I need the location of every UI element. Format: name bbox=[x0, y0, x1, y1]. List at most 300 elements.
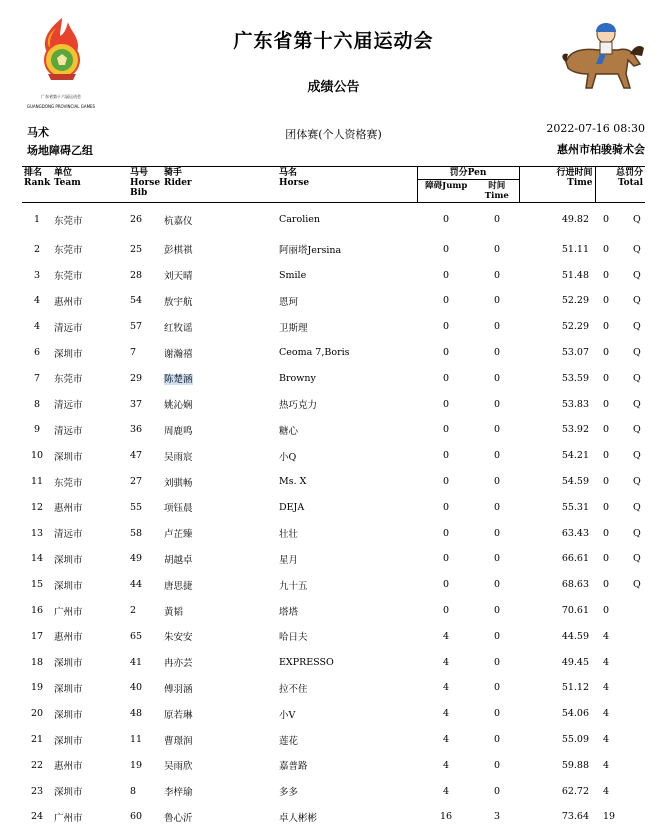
table-row bbox=[22, 340, 645, 366]
cell-horse bbox=[277, 340, 417, 366]
cell-team-value: 深圳市 bbox=[54, 451, 83, 463]
cell-rank-value: 4 bbox=[33, 295, 41, 307]
cell-time-value: 51.11 bbox=[561, 243, 590, 255]
cell-rider bbox=[162, 520, 277, 546]
cell-timepen bbox=[475, 340, 519, 366]
cell-jump bbox=[417, 314, 475, 340]
cell-team-value: 东莞市 bbox=[54, 271, 83, 283]
cell-rank bbox=[22, 469, 52, 495]
cell-timepen bbox=[475, 237, 519, 263]
cell-bib bbox=[128, 391, 162, 417]
cell-total bbox=[595, 546, 645, 572]
cell-team-value: 深圳市 bbox=[54, 348, 83, 360]
cell-horse bbox=[277, 391, 417, 417]
cell-total-value: 0 bbox=[603, 605, 610, 617]
cell-team bbox=[52, 417, 128, 443]
cell-time-value: 62.72 bbox=[561, 785, 590, 797]
cell-total bbox=[595, 314, 645, 340]
col-team-cn: 单位 bbox=[54, 168, 73, 178]
cell-timepen bbox=[475, 675, 519, 701]
cell-rank-value: 21 bbox=[30, 734, 44, 746]
cell-bib bbox=[128, 546, 162, 572]
cell-jump bbox=[417, 598, 475, 624]
cell-time-value: 55.31 bbox=[561, 501, 590, 513]
cell-bib bbox=[128, 237, 162, 263]
cell-total bbox=[595, 778, 645, 804]
cell-horse-value: 小Q bbox=[279, 451, 297, 463]
cell-team bbox=[52, 494, 128, 520]
cell-time bbox=[519, 314, 595, 340]
cell-rider bbox=[162, 623, 277, 649]
cell-jump-value: 0 bbox=[442, 501, 450, 513]
cell-rank bbox=[22, 262, 52, 288]
cell-jump bbox=[417, 778, 475, 804]
cell-rider bbox=[162, 314, 277, 340]
cell-horse bbox=[277, 675, 417, 701]
cell-time bbox=[519, 520, 595, 546]
cell-timepen bbox=[475, 520, 519, 546]
cell-qualified-mark: Q bbox=[633, 398, 641, 410]
cell-horse-value: 恩珂 bbox=[279, 296, 299, 308]
cell-rider-value: 姚沁娴 bbox=[164, 400, 193, 412]
cell-time-value: 51.48 bbox=[561, 269, 590, 281]
cell-team bbox=[52, 237, 128, 263]
cell-horse bbox=[277, 203, 417, 237]
cell-jump bbox=[417, 649, 475, 675]
cell-horse-value: 糖心 bbox=[279, 425, 299, 437]
cell-bib bbox=[128, 752, 162, 778]
cell-rider-value: 刘天晴 bbox=[164, 271, 193, 283]
cell-rank bbox=[22, 623, 52, 649]
cell-bib-value: 48 bbox=[130, 708, 143, 720]
cell-timepen-value: 0 bbox=[493, 347, 501, 359]
cell-timepen-value: 0 bbox=[493, 708, 501, 720]
cell-total-value: 0 bbox=[603, 527, 610, 539]
cell-team bbox=[52, 727, 128, 753]
cell-rank bbox=[22, 701, 52, 727]
cell-jump bbox=[417, 391, 475, 417]
cell-horse bbox=[277, 520, 417, 546]
cell-team-value: 广州市 bbox=[54, 606, 83, 618]
cell-rank bbox=[22, 804, 52, 830]
cell-jump-value: 4 bbox=[442, 682, 450, 694]
table-row bbox=[22, 494, 645, 520]
cell-total-value: 4 bbox=[603, 630, 610, 642]
cell-rider bbox=[162, 340, 277, 366]
col-total-en: Total bbox=[617, 178, 644, 188]
cell-jump-value: 0 bbox=[442, 553, 450, 565]
cell-time bbox=[519, 340, 595, 366]
cell-time bbox=[519, 262, 595, 288]
table-row bbox=[22, 391, 645, 417]
cell-rank bbox=[22, 314, 52, 340]
cell-timepen-value: 0 bbox=[493, 321, 501, 333]
cell-jump-value: 0 bbox=[442, 527, 450, 539]
col-horse-cn: 马名 bbox=[279, 168, 298, 178]
cell-team bbox=[52, 546, 128, 572]
cell-rank-value: 1 bbox=[33, 214, 41, 226]
cell-qualified-mark: Q bbox=[633, 347, 641, 359]
cell-rider bbox=[162, 365, 277, 391]
cell-time bbox=[519, 365, 595, 391]
cell-horse-value: Smile bbox=[279, 269, 307, 281]
cell-time-value: 52.29 bbox=[561, 321, 590, 333]
cell-qualified-mark: Q bbox=[633, 527, 641, 539]
cell-rank bbox=[22, 417, 52, 443]
cell-time bbox=[519, 572, 595, 598]
cell-jump bbox=[417, 443, 475, 469]
discipline-name: 场地障碍乙组 bbox=[27, 144, 93, 157]
cell-rank-value: 13 bbox=[30, 527, 44, 539]
cell-total bbox=[595, 443, 645, 469]
cell-horse bbox=[277, 598, 417, 624]
cell-rank-value: 18 bbox=[30, 656, 44, 668]
logo-caption-en: GUANGDONG PROVINCIAL GAMES bbox=[26, 104, 96, 109]
cell-horse bbox=[277, 572, 417, 598]
cell-rank-value: 10 bbox=[30, 450, 44, 462]
cell-horse-value: Browny bbox=[279, 372, 316, 384]
cell-total bbox=[595, 727, 645, 753]
cell-time-value: 54.21 bbox=[561, 450, 590, 462]
cell-time bbox=[519, 494, 595, 520]
cell-horse-value: 卓人彬彬 bbox=[279, 812, 318, 824]
cell-horse-value: Ms. X bbox=[279, 476, 307, 488]
cell-horse-value: DEJA bbox=[279, 501, 305, 513]
cell-rider-value: 项钰晨 bbox=[164, 503, 193, 515]
cell-jump bbox=[417, 572, 475, 598]
cell-timepen-value: 0 bbox=[493, 398, 501, 410]
cell-jump-value: 0 bbox=[442, 450, 450, 462]
cell-timepen bbox=[475, 752, 519, 778]
cell-timepen-value: 0 bbox=[493, 424, 501, 436]
cell-horse bbox=[277, 469, 417, 495]
cell-total-value: 0 bbox=[603, 398, 610, 410]
cell-team-value: 惠州市 bbox=[54, 761, 83, 773]
col-rider-cn: 骑手 bbox=[164, 168, 183, 178]
cell-rank-value: 16 bbox=[30, 605, 44, 617]
cell-time-value: 59.88 bbox=[561, 759, 590, 771]
cell-time-value: 49.45 bbox=[561, 656, 590, 668]
cell-timepen-value: 0 bbox=[493, 243, 501, 255]
cell-jump-value: 0 bbox=[442, 269, 450, 281]
cell-team bbox=[52, 469, 128, 495]
col-jump-header: 障碍Jump bbox=[417, 180, 475, 203]
cell-total-value: 0 bbox=[603, 295, 610, 307]
cell-timepen-value: 0 bbox=[493, 527, 501, 539]
cell-jump bbox=[417, 262, 475, 288]
cell-rank bbox=[22, 675, 52, 701]
cell-rank-value: 7 bbox=[33, 372, 41, 384]
cell-team bbox=[52, 340, 128, 366]
cell-rider-value: 刘骐畅 bbox=[164, 477, 193, 489]
cell-timepen bbox=[475, 417, 519, 443]
cell-timepen bbox=[475, 598, 519, 624]
cell-bib-value: 2 bbox=[130, 605, 137, 617]
cell-total bbox=[595, 623, 645, 649]
cell-timepen bbox=[475, 727, 519, 753]
cell-qualified-mark: Q bbox=[633, 295, 641, 307]
cell-time-value: 53.07 bbox=[561, 347, 590, 359]
cell-rider-value: 吴雨宸 bbox=[164, 451, 193, 463]
cell-team bbox=[52, 572, 128, 598]
cell-time bbox=[519, 701, 595, 727]
cell-team bbox=[52, 804, 128, 830]
cell-rider-value: 唐思捷 bbox=[164, 580, 193, 592]
cell-bib-value: 37 bbox=[130, 398, 143, 410]
cell-bib-value: 26 bbox=[130, 214, 143, 226]
col-rank-en: Rank bbox=[24, 178, 51, 188]
cell-jump-value: 0 bbox=[442, 398, 450, 410]
cell-rider bbox=[162, 727, 277, 753]
cell-time-value: 53.92 bbox=[561, 424, 590, 436]
cell-bib bbox=[128, 598, 162, 624]
cell-time bbox=[519, 417, 595, 443]
cell-time-value: 54.59 bbox=[561, 476, 590, 488]
cell-qualified-mark: Q bbox=[633, 476, 641, 488]
table-row bbox=[22, 623, 645, 649]
cell-bib-value: 25 bbox=[130, 243, 143, 255]
cell-bib bbox=[128, 340, 162, 366]
cell-rider-value: 吴雨欣 bbox=[164, 761, 193, 773]
cell-team-value: 深圳市 bbox=[54, 709, 83, 721]
cell-rank bbox=[22, 237, 52, 263]
cell-timepen-value: 0 bbox=[493, 372, 501, 384]
cell-rider bbox=[162, 778, 277, 804]
cell-total bbox=[595, 203, 645, 237]
cell-horse-value: 热巧克力 bbox=[279, 400, 318, 412]
cell-total-value: 4 bbox=[603, 682, 610, 694]
cell-total bbox=[595, 237, 645, 263]
cell-qualified-mark: Q bbox=[633, 214, 641, 226]
cell-qualified-mark: Q bbox=[633, 269, 641, 281]
cell-qualified-mark: Q bbox=[633, 372, 641, 384]
cell-team-value: 广州市 bbox=[54, 812, 83, 824]
cell-bib-value: 7 bbox=[130, 347, 137, 359]
cell-rider bbox=[162, 598, 277, 624]
cell-time bbox=[519, 443, 595, 469]
cell-bib bbox=[128, 572, 162, 598]
cell-total bbox=[595, 340, 645, 366]
cell-team-value: 深圳市 bbox=[54, 683, 83, 695]
cell-timepen bbox=[475, 623, 519, 649]
cell-timepen bbox=[475, 262, 519, 288]
cell-rank-value: 6 bbox=[33, 347, 41, 359]
cell-rider bbox=[162, 649, 277, 675]
cell-horse bbox=[277, 701, 417, 727]
cell-timepen bbox=[475, 391, 519, 417]
cell-timepen-value: 0 bbox=[493, 579, 501, 591]
cell-bib-value: 11 bbox=[130, 734, 143, 746]
cell-jump-value: 0 bbox=[442, 321, 450, 333]
cell-horse-value: 壮壮 bbox=[279, 529, 299, 541]
cell-time-value: 73.64 bbox=[561, 811, 590, 823]
cell-team bbox=[52, 365, 128, 391]
cell-horse-value: Carolien bbox=[279, 214, 321, 226]
cell-horse-value: 拉不住 bbox=[279, 683, 308, 695]
cell-team bbox=[52, 675, 128, 701]
cell-time-value: 55.09 bbox=[561, 734, 590, 746]
cell-jump-value: 0 bbox=[442, 579, 450, 591]
cell-timepen-value: 0 bbox=[493, 605, 501, 617]
cell-team-value: 东莞市 bbox=[54, 245, 83, 257]
cell-total-value: 0 bbox=[603, 553, 610, 565]
cell-jump bbox=[417, 203, 475, 237]
cell-jump bbox=[417, 469, 475, 495]
cell-bib bbox=[128, 520, 162, 546]
cell-team-value: 惠州市 bbox=[54, 296, 83, 308]
cell-total bbox=[595, 520, 645, 546]
cell-timepen bbox=[475, 288, 519, 314]
cell-jump bbox=[417, 520, 475, 546]
cell-horse bbox=[277, 365, 417, 391]
cell-time bbox=[519, 727, 595, 753]
cell-bib-value: 27 bbox=[130, 476, 143, 488]
cell-time bbox=[519, 649, 595, 675]
logo-caption-cn: 广东省第十六届运动会 bbox=[41, 94, 81, 99]
cell-rank bbox=[22, 727, 52, 753]
cell-jump-value: 0 bbox=[442, 372, 450, 384]
cell-rider bbox=[162, 546, 277, 572]
cell-rider-value: 鲁心沂 bbox=[164, 812, 193, 824]
cell-bib-value: 19 bbox=[130, 759, 143, 771]
cell-bib bbox=[128, 262, 162, 288]
table-row bbox=[22, 469, 645, 495]
cell-time-value: 49.82 bbox=[561, 214, 590, 226]
cell-rider bbox=[162, 288, 277, 314]
cell-bib bbox=[128, 675, 162, 701]
cell-jump bbox=[417, 675, 475, 701]
cell-rank-value: 8 bbox=[33, 398, 41, 410]
cell-bib bbox=[128, 365, 162, 391]
cell-jump bbox=[417, 701, 475, 727]
col-rider-en: Rider bbox=[164, 178, 192, 188]
cell-total bbox=[595, 417, 645, 443]
cell-rider bbox=[162, 494, 277, 520]
cell-bib bbox=[128, 701, 162, 727]
cell-jump-value: 0 bbox=[442, 214, 450, 226]
table-row bbox=[22, 778, 645, 804]
cell-total bbox=[595, 365, 645, 391]
cell-bib bbox=[128, 804, 162, 830]
cell-total-value: 4 bbox=[603, 785, 610, 797]
cell-team-value: 清远市 bbox=[54, 400, 83, 412]
col-bib-cn: 马号 bbox=[130, 168, 149, 178]
cell-jump-value: 0 bbox=[442, 243, 450, 255]
cell-rider-value: 李梓瑜 bbox=[164, 787, 193, 799]
cell-rider bbox=[162, 572, 277, 598]
table-row bbox=[22, 727, 645, 753]
cell-rank bbox=[22, 752, 52, 778]
cell-horse bbox=[277, 314, 417, 340]
cell-timepen-value: 0 bbox=[493, 759, 501, 771]
cell-rider bbox=[162, 203, 277, 237]
cell-total bbox=[595, 494, 645, 520]
cell-rank bbox=[22, 778, 52, 804]
cell-timepen bbox=[475, 572, 519, 598]
cell-horse-value: EXPRESSO bbox=[279, 656, 334, 668]
cell-team bbox=[52, 701, 128, 727]
cell-bib-value: 58 bbox=[130, 527, 143, 539]
cell-timepen-value: 0 bbox=[493, 295, 501, 307]
cell-timepen-value: 0 bbox=[493, 630, 501, 642]
cell-rider bbox=[162, 391, 277, 417]
col-time-cn: 行进时间 bbox=[556, 168, 593, 178]
col-time-header bbox=[519, 167, 595, 203]
cell-time-value: 68.63 bbox=[561, 579, 590, 591]
cell-jump-value: 0 bbox=[442, 605, 450, 617]
cell-team bbox=[52, 752, 128, 778]
cell-rider-value: 谢瀚禧 bbox=[164, 348, 193, 360]
results-table bbox=[22, 166, 645, 830]
cell-bib-value: 29 bbox=[130, 372, 143, 384]
cell-bib-value: 36 bbox=[130, 424, 143, 436]
cell-time bbox=[519, 752, 595, 778]
cell-rider bbox=[162, 443, 277, 469]
col-rider-header bbox=[162, 167, 277, 203]
col-penalty-group-header: 罚分Pen bbox=[417, 167, 519, 180]
cell-time-value: 52.29 bbox=[561, 295, 590, 307]
col-team-en: Team bbox=[54, 178, 81, 188]
cell-bib bbox=[128, 417, 162, 443]
event-datetime: 2022-07-16 08:30 bbox=[546, 122, 645, 135]
results-body bbox=[22, 203, 645, 830]
cell-total bbox=[595, 262, 645, 288]
col-bib-en1: Horse bbox=[130, 178, 161, 188]
cell-time bbox=[519, 469, 595, 495]
table-row bbox=[22, 262, 645, 288]
cell-rank bbox=[22, 520, 52, 546]
cell-team bbox=[52, 391, 128, 417]
cell-jump-value: 4 bbox=[442, 785, 450, 797]
cell-bib-value: 40 bbox=[130, 682, 143, 694]
cell-time bbox=[519, 598, 595, 624]
cell-bib bbox=[128, 727, 162, 753]
cell-time-value: 54.06 bbox=[561, 708, 590, 720]
cell-horse bbox=[277, 494, 417, 520]
cell-horse bbox=[277, 417, 417, 443]
cell-rank bbox=[22, 340, 52, 366]
cell-rider-value: 红牧谣 bbox=[164, 322, 193, 334]
cell-timepen-value: 0 bbox=[493, 269, 501, 281]
col-bib-header bbox=[128, 167, 162, 203]
cell-rank bbox=[22, 649, 52, 675]
cell-timepen bbox=[475, 314, 519, 340]
table-row bbox=[22, 417, 645, 443]
cell-jump bbox=[417, 727, 475, 753]
cell-horse bbox=[277, 778, 417, 804]
cell-timepen-value: 0 bbox=[493, 501, 501, 513]
cell-rider-value: 冉亦芸 bbox=[164, 658, 193, 670]
cell-total bbox=[595, 391, 645, 417]
table-row bbox=[22, 203, 645, 237]
cell-total-value: 0 bbox=[603, 579, 610, 591]
cell-horse-value: 多多 bbox=[279, 787, 299, 799]
cell-rider bbox=[162, 469, 277, 495]
cell-rank-value: 20 bbox=[30, 708, 44, 720]
col-rank-cn: 排名 bbox=[24, 168, 43, 178]
cell-team bbox=[52, 520, 128, 546]
cell-time bbox=[519, 546, 595, 572]
cell-rank-value: 3 bbox=[33, 269, 41, 281]
cell-total bbox=[595, 598, 645, 624]
cell-team bbox=[52, 314, 128, 340]
cell-rider-value: 傅羽涵 bbox=[164, 683, 193, 695]
cell-qualified-mark: Q bbox=[633, 424, 641, 436]
table-row bbox=[22, 572, 645, 598]
cell-team-value: 东莞市 bbox=[54, 477, 83, 489]
cell-team-value: 清远市 bbox=[54, 425, 83, 437]
cell-jump bbox=[417, 752, 475, 778]
